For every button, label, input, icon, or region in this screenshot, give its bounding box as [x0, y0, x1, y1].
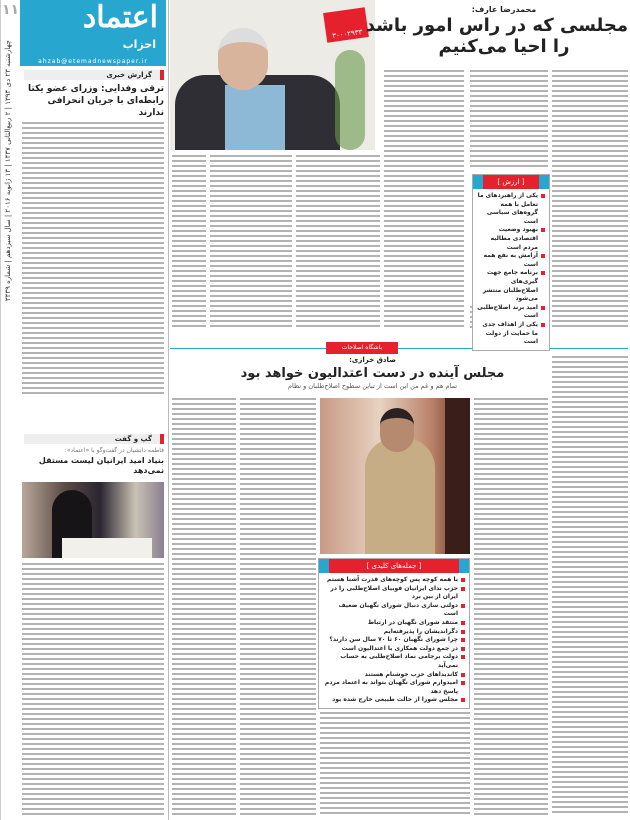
- key-box: [318, 558, 470, 709]
- interview-tag: گپ و گفت: [24, 434, 164, 444]
- key-item: مجلس شورا از حالت طبیعی خارج شده بود: [323, 696, 465, 705]
- lead-photo: [170, 0, 375, 150]
- value-box-title: [ ارزش ]: [473, 175, 549, 189]
- lead-sticker: ۳۰۰۰۲۹۳۳: [323, 7, 369, 43]
- lead-col-1: [552, 70, 628, 328]
- interview-kicker: فاطمه دانشیان در گفت‌وگو با «اعتماد»:: [22, 447, 164, 455]
- report-body: [22, 122, 164, 397]
- value-item: یکی از اهداف جدی ما حمایت از دولت است: [477, 321, 545, 347]
- interview-photo: [22, 482, 164, 558]
- second-kicker: صادق خرازی:: [349, 356, 396, 364]
- key-item: با همه کوچه پس کوچه‌های قدرت آشنا هستم: [323, 576, 465, 585]
- lead-kicker: محمدرضا عارف:: [471, 5, 537, 14]
- report-tag: گزارش خبری: [24, 70, 164, 80]
- lead-headline-1: مجلسی که در راس امور باشد: [365, 15, 628, 36]
- section-email: ahzab@etemadnewspaper.ir: [38, 58, 148, 65]
- interview-body: [22, 563, 164, 815]
- second-col-5: [172, 398, 236, 816]
- section-label: باشگاه اصلاحات: [326, 342, 398, 354]
- key-item: دگراندیشان را پذیرفته‌ایم: [323, 628, 465, 637]
- key-item: چرا شورای نگهبان ۶۰ تا ۷۰ سال سن دارند؟: [323, 636, 465, 645]
- dateline: چهارشنبه ۲۳ دی ۱۳۹۴ | ۲ ربیع‌الثانی ۱۴۳۷ | ۱۳ ژانویه ۲۰۱۶ | سال سیزدهم | شماره ۳۴۳۹: [4, 40, 12, 302]
- section-title: احزاب: [122, 38, 156, 51]
- key-item: منتقد شورای نگهبان در ارتباط: [323, 619, 465, 628]
- key-item: حزب ندای ایرانیان فوبیای اصلاح‌طلبی را در ایران از بین برد: [323, 585, 465, 602]
- second-headline: مجلس آینده در دست اعتدالیون خواهد بود: [240, 366, 505, 381]
- key-item: دولت برجامی نماد اصلاح‌طلبی به حساب نمی‌آید: [323, 653, 465, 670]
- value-item: آرامش به نفع همه است: [477, 252, 545, 269]
- lead-col-3: [384, 70, 464, 328]
- second-heading: [200, 356, 545, 391]
- value-item: برنامه جامع جهت گیری‌های اصلاح‌طلبان منتشر می‌شود: [477, 269, 545, 303]
- lead-col-6: [172, 155, 206, 328]
- key-box-title: [ جمله‌های کلیدی ]: [319, 559, 469, 573]
- key-item: کاندیداهای حزب خوشنام هستند: [323, 671, 465, 680]
- lead-col-4: [296, 155, 380, 328]
- lead-col-2: [470, 70, 548, 170]
- second-photo: [320, 398, 470, 554]
- value-item: بهبود وضعیت اقتصادی مطالبه مردم است: [477, 226, 545, 252]
- page-number: ۱۱: [2, 2, 20, 18]
- second-col-4: [240, 398, 316, 816]
- column-divider: [168, 0, 169, 820]
- value-item: یکی از راهبردهای ما تعامل با همه گروه‌های سیاسی است: [477, 192, 545, 226]
- dateline-strip: [0, 0, 18, 820]
- section-bar: [170, 348, 628, 349]
- value-box: [472, 174, 550, 351]
- second-col-1: [552, 356, 628, 816]
- second-col-2: [474, 398, 548, 816]
- second-col-3: [320, 712, 470, 816]
- lead-heading: [365, 4, 628, 57]
- logo: اعتماد: [82, 0, 158, 35]
- interview-headline: بنیاد امید ایرانیان لیست مستقل نمی‌دهد: [22, 456, 164, 476]
- key-item: دولتی سازی دنبال شورای نگهبان ضعیف است: [323, 602, 465, 619]
- key-item: امیدوارم شورای نگهبان بتواند به اعتماد مردم پاسخ دهد: [323, 679, 465, 696]
- lead-headline-2: را احیا می‌کنیم: [438, 36, 570, 57]
- value-item: امید برند اصلاح‌طلبی است: [477, 304, 545, 321]
- masthead: [20, 0, 166, 66]
- lead-col-5: [210, 155, 292, 328]
- key-item: در جمع دولت همکاری با اعتدالیون است: [323, 645, 465, 654]
- second-subtitle: تمام هم و غم من این است از تباین سطوح اصلاح‌طلبان و نظام: [287, 382, 458, 390]
- report-headline: ترقی وفدایی: وزرای عضو یکتا رابطه‌ای با جریان انحرافی ندارند: [22, 83, 164, 119]
